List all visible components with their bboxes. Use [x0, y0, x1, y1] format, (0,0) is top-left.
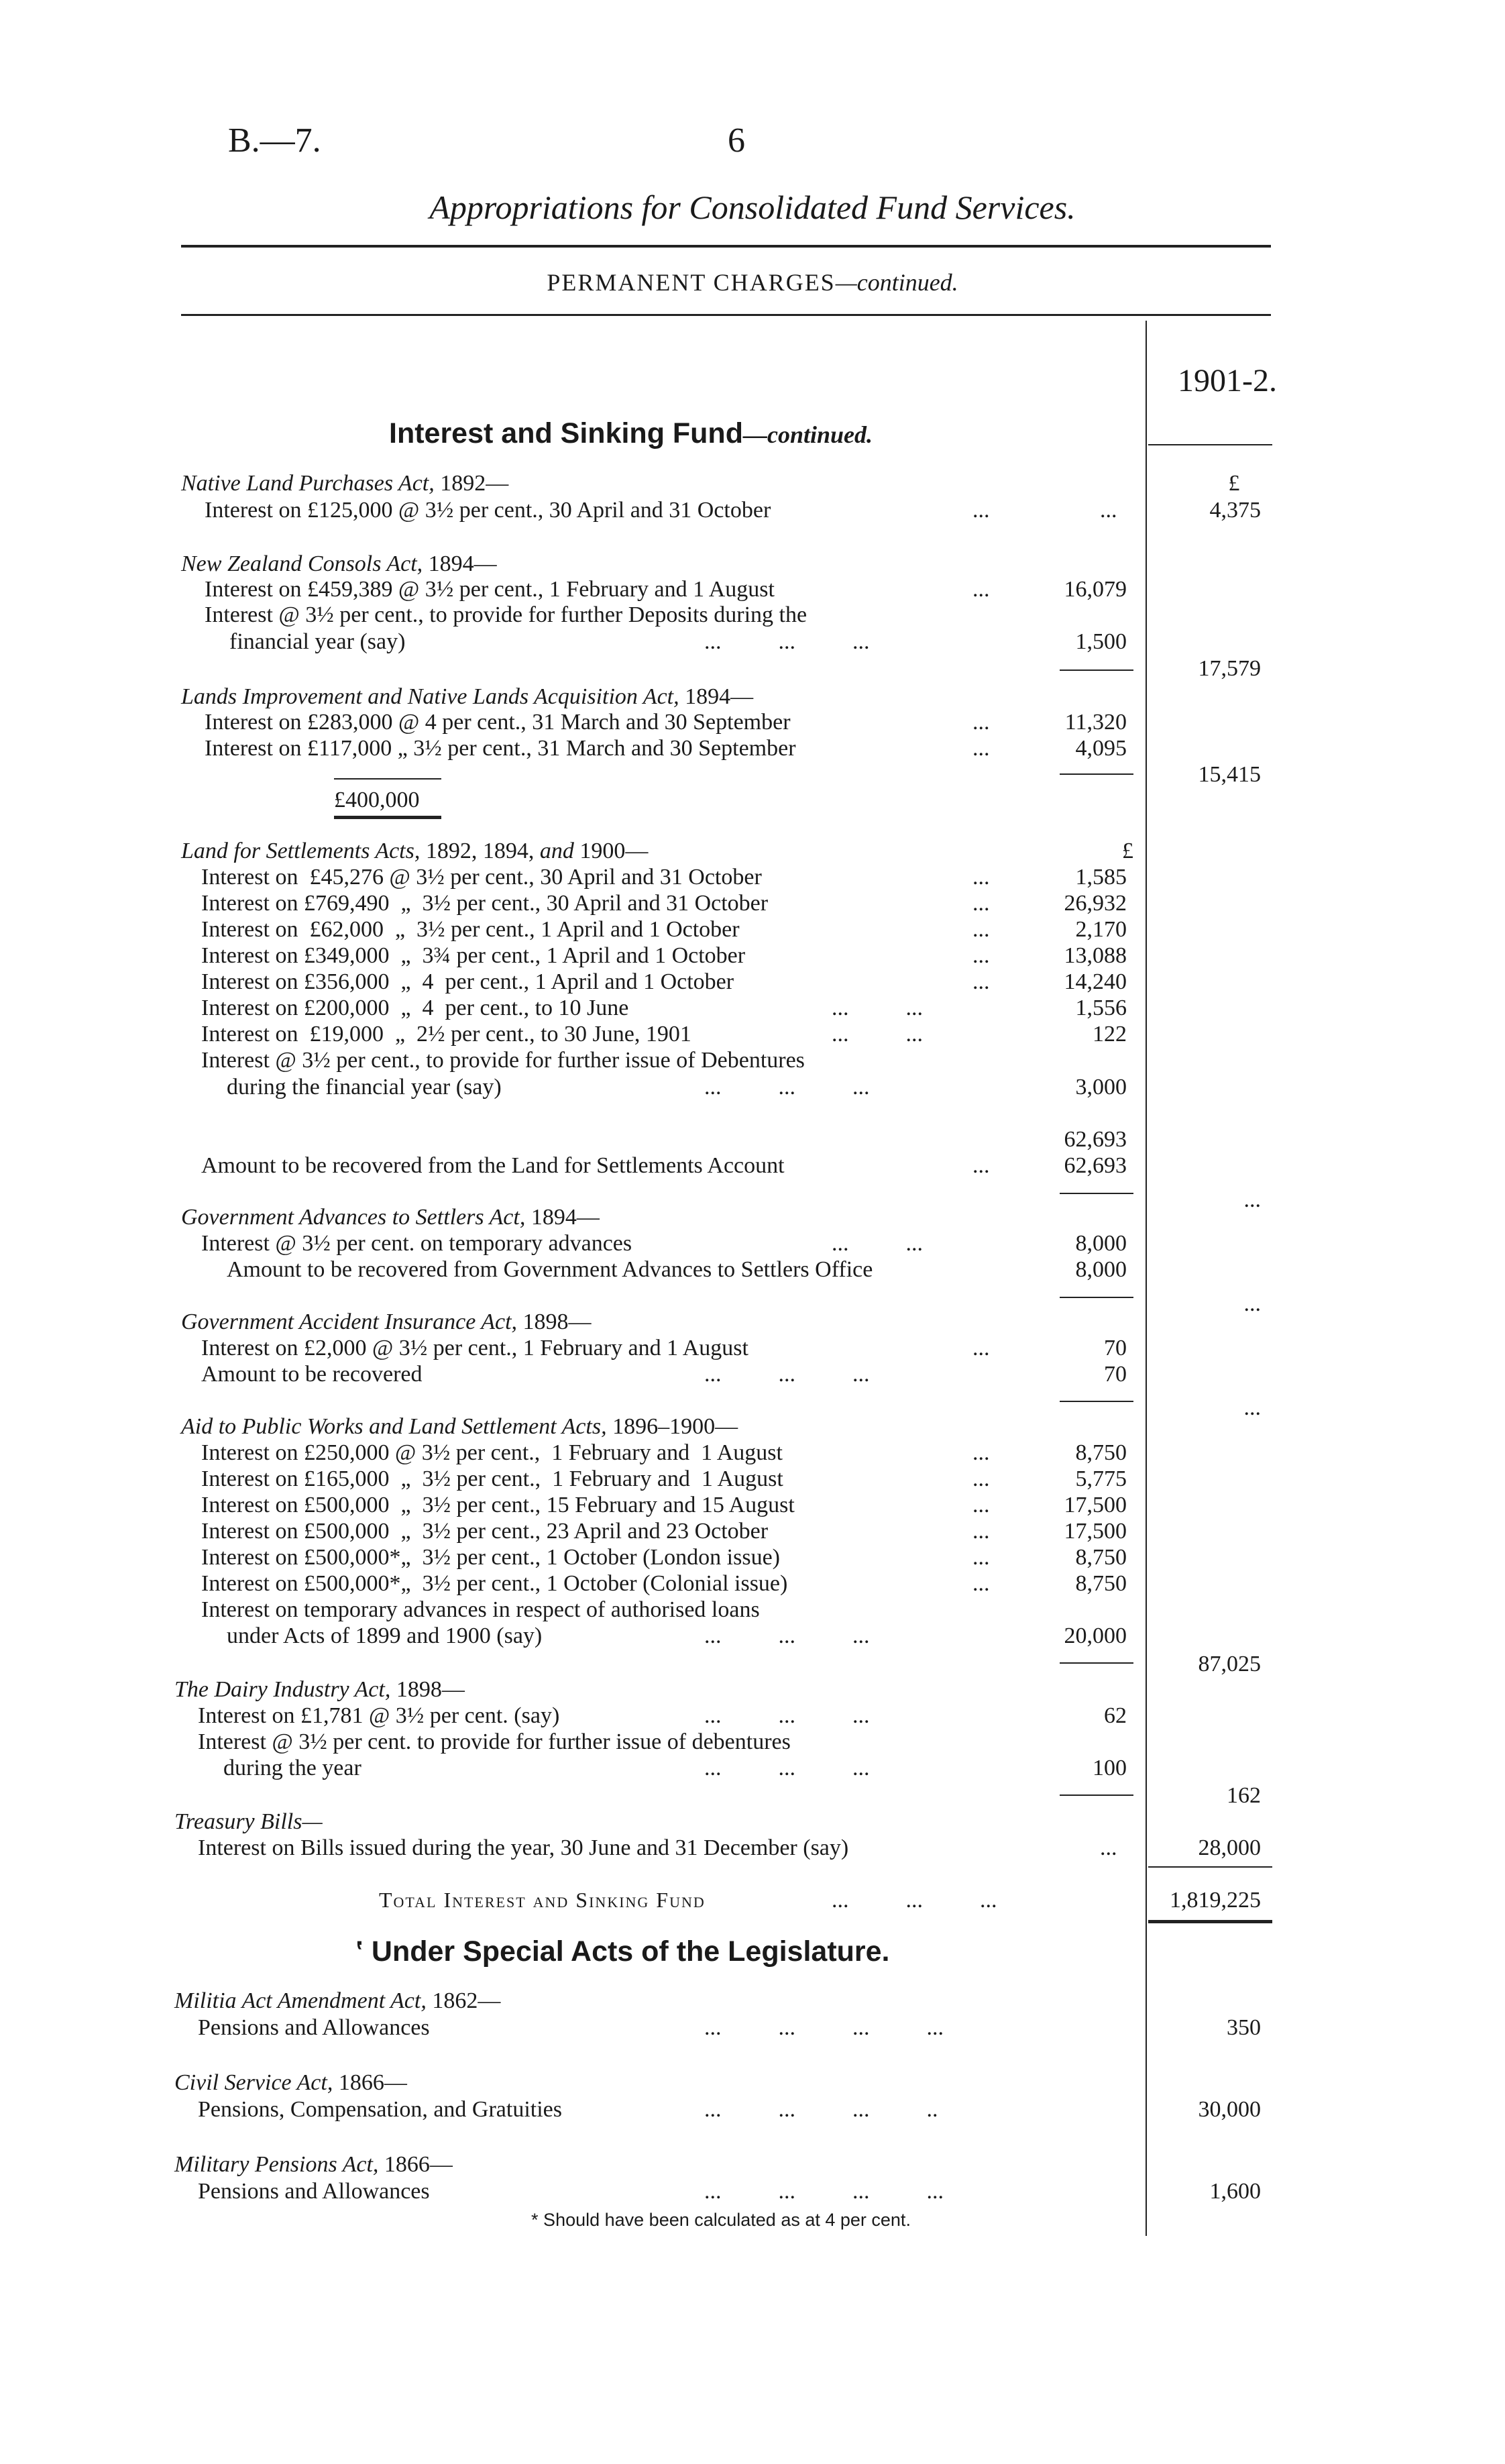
consols-line-3: financial year (say)	[229, 629, 406, 654]
civil-service-line: Pensions, Compensation, and Gratuities	[198, 2097, 563, 2122]
dairy-line-3: during the year	[223, 1756, 361, 1780]
militia-dots: ... ... ... ...	[704, 2015, 944, 2040]
dairy-amount-1: 62	[1104, 1703, 1127, 1728]
settlements-line-1: Interest on £45,276 @ 3½ per cent., 30 April and 31 October	[201, 865, 762, 890]
permanent-charges-heading	[0, 268, 1505, 297]
dairy-year: 1898—	[390, 1677, 465, 1702]
public-works-line-4: Interest on £500,000 „ 3½ per cent., 23 April and 23 October	[201, 1519, 769, 1544]
accident-act: Government Accident Insurance Act,	[181, 1309, 518, 1334]
public-works-sum-rule	[1060, 1662, 1133, 1664]
public-works-dots-6: ...	[972, 1571, 990, 1596]
special-acts-title	[355, 1935, 890, 1968]
consols-year: 1894—	[423, 551, 497, 576]
permanent-charges-continued: —continued.	[835, 269, 958, 296]
grand-total-dots: ... ... ...	[832, 1888, 997, 1913]
lands-improvement-act-heading	[181, 684, 753, 710]
settlements-line-5: Interest on £356,000 „ 4 per cent., 1 April and 1 October	[201, 969, 734, 994]
advances-year: 1894—	[525, 1205, 600, 1230]
dairy-sum-rule	[1060, 1795, 1133, 1796]
lands-improvement-line-1: Interest on £283,000 @ 4 per cent., 31 March and 30 September	[205, 710, 791, 735]
section-rule	[181, 314, 1271, 316]
settlements-amount-4: 13,088	[1064, 943, 1127, 968]
civil-service-act: Civil Service Act,	[174, 2070, 333, 2095]
accident-line-2: Amount to be recovered	[201, 1362, 423, 1387]
lands-improvement-year: 1894—	[679, 684, 754, 709]
dairy-line-1: Interest on £1,781 @ 3½ per cent. (say)	[198, 1703, 560, 1728]
settlements-amount-1: 1,585	[1075, 865, 1127, 890]
militia-act-heading	[174, 1988, 500, 2014]
dairy-dots-3: ... ... ...	[704, 1756, 870, 1780]
militia-year: 1862—	[426, 1988, 501, 2013]
capital-sum-double-rule	[334, 816, 441, 819]
settlements-line-7: Interest on £19,000 „ 2½ per cent., to 30 June, 1901	[201, 1022, 691, 1047]
public-works-year: 1896–1900—	[606, 1414, 738, 1439]
advances-amount-1: 8,000	[1075, 1231, 1127, 1256]
settlements-recovered-amount: 62,693	[1064, 1153, 1127, 1178]
consols-amount-3: 1,500	[1075, 629, 1127, 654]
militia-act: Militia Act Amendment Act,	[174, 1988, 427, 2013]
settlements-line-4: Interest on £349,000 „ 3¾ per cent., 1 April and 1 October	[201, 943, 746, 968]
public-works-act: Aid to Public Works and Land Settlement Acts,	[181, 1414, 607, 1439]
capital-sum-label: £400,000	[334, 788, 420, 812]
militia-line: Pensions and Allowances	[198, 2015, 430, 2040]
settlements-dots-6: ... ...	[832, 996, 923, 1020]
capital-sum-rule	[334, 778, 441, 780]
accident-total: ...	[1243, 1395, 1261, 1420]
military-pensions-line: Pensions and Allowances	[198, 2179, 430, 2204]
settlements-act-heading	[181, 839, 648, 864]
public-works-dots-3: ...	[972, 1493, 990, 1517]
settlements-dots-3: ...	[972, 917, 990, 942]
native-land-act: Native Land Purchases Act,	[181, 471, 435, 496]
grand-total-double-rule	[1148, 1920, 1272, 1923]
civil-service-dots: ... ... ... ..	[704, 2097, 938, 2122]
advances-line-2: Amount to be recovered from Government Advances to Settlers Office	[227, 1257, 873, 1282]
settlements-line-9: during the financial year (say)	[227, 1075, 502, 1100]
advances-total: ...	[1243, 1291, 1261, 1316]
native-land-line: Interest on £125,000 @ 3½ per cent., 30 April and 31 October	[205, 498, 771, 523]
settlements-dots-2: ...	[972, 891, 990, 916]
lands-improvement-line-2: Interest on £117,000 „ 3½ per cent., 31 March and 30 September	[205, 736, 796, 761]
public-works-line-7: Interest on temporary advances in respect of authorised loans	[201, 1597, 760, 1622]
dairy-line-2: Interest @ 3½ per cent. to provide for further issue of debentures	[198, 1729, 791, 1754]
consols-dots-3: ... ... ...	[704, 629, 870, 654]
dairy-act-heading	[174, 1677, 465, 1703]
year-header-rule	[1148, 444, 1272, 445]
settlements-dots-7: ... ...	[832, 1022, 923, 1047]
treasury-act-heading: Treasury Bills—	[174, 1809, 323, 1834]
public-works-act-heading	[181, 1414, 738, 1440]
public-works-amount-6: 8,750	[1075, 1571, 1127, 1596]
public-works-dots-8: ... ... ...	[704, 1623, 870, 1648]
accident-dots-1: ...	[972, 1336, 990, 1360]
public-works-amount-4: 17,500	[1064, 1519, 1127, 1544]
advances-amount-2: 8,000	[1075, 1257, 1127, 1282]
special-acts-bullet: ‛	[355, 1935, 372, 1968]
settlements-amount-5: 14,240	[1064, 969, 1127, 994]
native-land-dots-2: ...	[1100, 498, 1117, 523]
special-acts-title-text: Under Special Acts of the Legislature.	[371, 1935, 890, 1968]
dairy-dots-1: ... ... ...	[704, 1703, 870, 1728]
settlements-year: 1892, 1894,	[420, 839, 540, 863]
settlements-and: and	[539, 839, 574, 863]
dairy-amount-3: 100	[1093, 1756, 1127, 1780]
settlements-year-2: 1900—	[573, 839, 649, 863]
accident-line-1: Interest on £2,000 @ 3½ per cent., 1 February and 1 August	[201, 1336, 748, 1360]
dairy-total: 162	[1227, 1783, 1261, 1808]
accident-dots-2: ... ... ...	[704, 1362, 870, 1387]
settlements-sum-rule	[1060, 1193, 1133, 1194]
native-land-act-heading	[181, 471, 508, 496]
lands-improvement-total: 15,415	[1198, 762, 1261, 787]
public-works-amount-8: 20,000	[1064, 1623, 1127, 1648]
settlements-line-2: Interest on £769,490 „ 3½ per cent., 30 April and 31 October	[201, 891, 769, 916]
settlements-line-6: Interest on £200,000 „ 4 per cent., to 10 June	[201, 996, 629, 1020]
public-works-total: 87,025	[1198, 1652, 1261, 1676]
native-land-total: 4,375	[1209, 498, 1261, 523]
settlements-amount-3: 2,170	[1075, 917, 1127, 942]
consols-act-heading	[181, 551, 497, 577]
treasury-dots: ...	[1100, 1835, 1117, 1860]
consols-amount-1: 16,079	[1064, 577, 1127, 602]
public-works-amount-1: 8,750	[1075, 1440, 1127, 1465]
page-number: 6	[728, 121, 745, 160]
public-works-line-1: Interest on £250,000 @ 3½ per cent., 1 February and 1 August	[201, 1440, 783, 1465]
public-works-amount-2: 5,775	[1075, 1466, 1127, 1491]
settlements-amount-9: 3,000	[1075, 1075, 1127, 1100]
dairy-act: The Dairy Industry Act,	[174, 1677, 391, 1702]
accident-sum-rule	[1060, 1401, 1133, 1402]
document-code: B.—7.	[228, 121, 321, 160]
treasury-total: 28,000	[1198, 1835, 1261, 1860]
militia-total: 350	[1227, 2015, 1261, 2040]
settlements-recovered-dots: ...	[972, 1153, 990, 1178]
native-land-dots: ...	[972, 498, 990, 523]
public-works-line-3: Interest on £500,000 „ 3½ per cent., 15 February and 15 August	[201, 1493, 795, 1517]
lands-improvement-sum-rule	[1060, 773, 1133, 775]
public-works-dots-1: ...	[972, 1440, 990, 1465]
military-pensions-year: 1866—	[378, 2152, 453, 2177]
consols-line-2: Interest @ 3½ per cent., to provide for further Deposits during the	[205, 602, 807, 627]
year-column-header: 1901-2.	[1178, 363, 1277, 398]
accident-amount-1: 70	[1104, 1336, 1127, 1360]
public-works-dots-2: ...	[972, 1466, 990, 1491]
civil-service-act-heading	[174, 2070, 407, 2096]
permanent-charges-label: PERMANENT CHARGES	[547, 269, 836, 296]
native-land-year: 1892—	[434, 471, 509, 496]
public-works-line-5: Interest on £500,000*„ 3½ per cent., 1 October (London issue)	[201, 1545, 780, 1570]
advances-act-heading	[181, 1205, 600, 1230]
grand-total-amount: 1,819,225	[1170, 1888, 1261, 1913]
military-pensions-act-heading	[174, 2152, 453, 2178]
settlements-recovered-line: Amount to be recovered from the Land for Settlements Account	[201, 1153, 785, 1178]
accident-amount-2: 70	[1104, 1362, 1127, 1387]
settlements-line-3: Interest on £62,000 „ 3½ per cent., 1 April and 1 October	[201, 917, 740, 942]
advances-line-1: Interest @ 3½ per cent. on temporary advances	[201, 1231, 632, 1256]
public-works-line-8: under Acts of 1899 and 1900 (say)	[227, 1623, 543, 1648]
settlements-dots-4: ...	[972, 943, 990, 968]
consols-act: New Zealand Consols Act,	[181, 551, 423, 576]
settlements-amount-7: 122	[1093, 1022, 1127, 1047]
title-rule	[181, 245, 1271, 248]
settlements-dots-5: ...	[972, 969, 990, 994]
public-works-amount-3: 17,500	[1064, 1493, 1127, 1517]
military-pensions-dots: ... ... ... ...	[704, 2179, 944, 2204]
grand-total-label: Total Interest and Sinking Fund	[379, 1888, 706, 1912]
consols-line-1: Interest on £459,389 @ 3½ per cent., 1 February and 1 August	[205, 577, 775, 602]
settlements-total: ...	[1243, 1187, 1261, 1212]
public-works-dots-5: ...	[972, 1545, 990, 1570]
settlements-act: Land for Settlements Acts,	[181, 839, 421, 863]
advances-dots-1: ... ...	[832, 1231, 923, 1256]
public-works-line-2: Interest on £165,000 „ 3½ per cent., 1 February and 1 August	[201, 1466, 783, 1491]
lands-improvement-amount-1: 11,320	[1064, 710, 1127, 735]
advances-act: Government Advances to Settlers Act,	[181, 1205, 526, 1230]
settlements-amount-6: 1,556	[1075, 996, 1127, 1020]
consols-sum-rule	[1060, 669, 1133, 671]
footnote: * Should have been calculated as at 4 per cent.	[531, 2210, 911, 2230]
advances-sum-rule	[1060, 1297, 1133, 1298]
civil-service-total: 30,000	[1198, 2097, 1261, 2122]
interest-title-continued: —continued.	[742, 421, 873, 448]
accident-act-heading	[181, 1309, 592, 1335]
lands-improvement-amount-2: 4,095	[1075, 736, 1127, 761]
settlements-dots-1: ...	[972, 865, 990, 890]
pound-sign: £	[1228, 471, 1240, 496]
military-pensions-total: 1,600	[1209, 2179, 1261, 2204]
treasury-line: Interest on Bills issued during the year, 30 June and 31 December (say)	[198, 1835, 849, 1860]
public-works-amount-5: 8,750	[1075, 1545, 1127, 1570]
interest-section-title	[389, 417, 873, 450]
lands-improvement-act: Lands Improvement and Native Lands Acquisition Act,	[181, 684, 679, 709]
consols-dots-1: ...	[972, 577, 990, 602]
lands-improvement-dots-1: ...	[972, 710, 990, 735]
grand-total-top-rule	[1148, 1866, 1272, 1868]
civil-service-year: 1866—	[333, 2070, 407, 2095]
accident-year: 1898—	[517, 1309, 592, 1334]
lands-improvement-dots-2: ...	[972, 736, 990, 761]
settlements-subtotal: 62,693	[1064, 1127, 1127, 1152]
military-pensions-act: Military Pensions Act,	[174, 2152, 379, 2177]
public-works-line-6: Interest on £500,000*„ 3½ per cent., 1 October (Colonial issue)	[201, 1571, 788, 1596]
interest-title-text: Interest and Sinking Fund	[389, 417, 743, 449]
column-divider	[1146, 321, 1147, 2236]
public-works-dots-4: ...	[972, 1519, 990, 1544]
settlements-pound-sign: £	[1122, 839, 1133, 863]
settlements-line-8: Interest @ 3½ per cent., to provide for further issue of Debentures	[201, 1048, 805, 1073]
settlements-dots-9: ... ... ...	[704, 1075, 870, 1100]
consols-total: 17,579	[1198, 656, 1261, 681]
settlements-amount-2: 26,932	[1064, 891, 1127, 916]
page-title: Appropriations for Consolidated Fund Services.	[429, 189, 1076, 226]
